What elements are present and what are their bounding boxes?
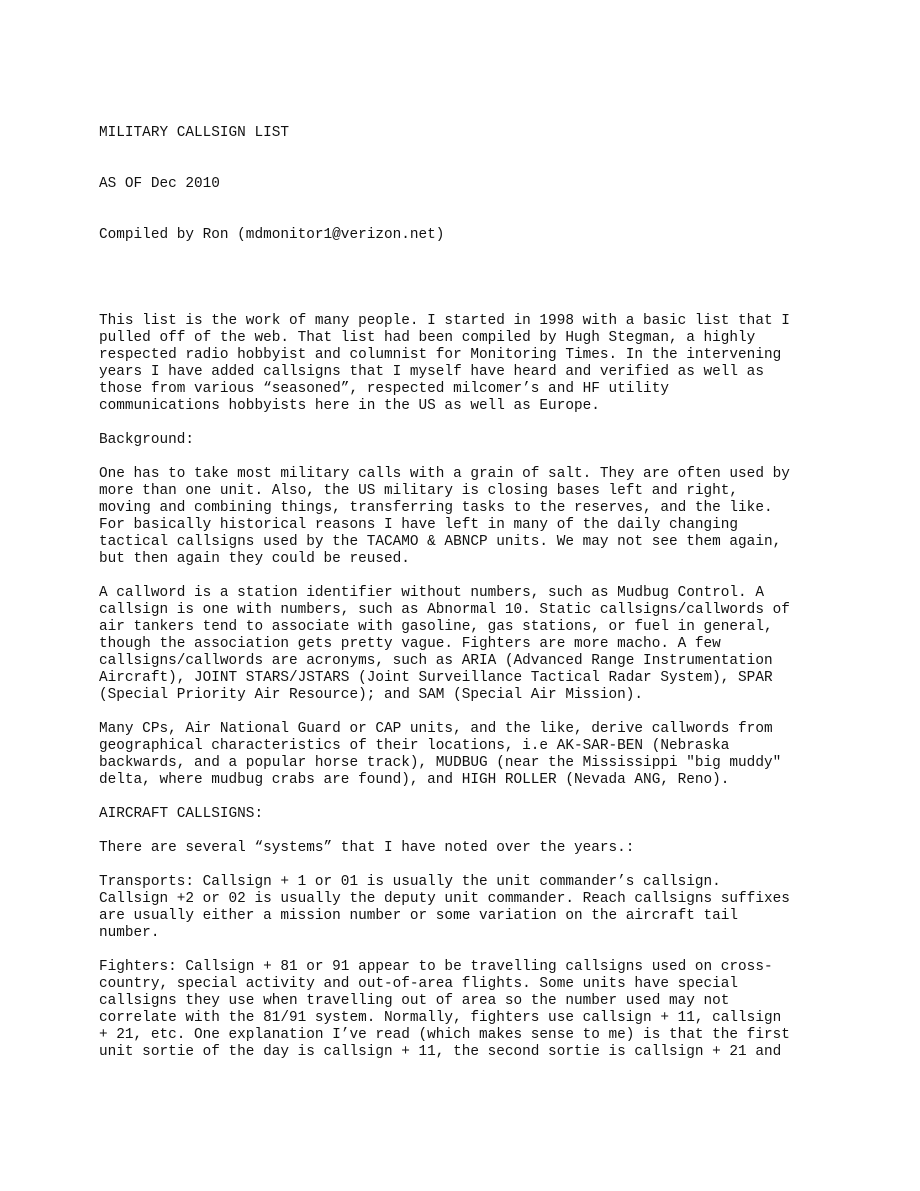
background-paragraph-2: A callword is a station identifier without numbers, such as Mudbug Control. A callsign is one with numbers, such as Abnormal 10. Static callsigns/callwords of air tankers tend to associate with gasoline, gas stations, or fuel in general, though the association gets pretty vague. Fighters are more macho. A few callsigns/callwords are acronyms, such as ARIA (Advanced Range Instrumentation Aircraft), JOINT STARS/JSTARS (Joint Surveillance Tactical Radar System), SPAR (Special Priority Air Resource); and SAM (Special Air Mission). xyxy=(99,585,790,703)
as-of-date: AS OF Dec 2010 xyxy=(99,176,220,192)
document-title: MILITARY CALLSIGN LIST xyxy=(99,125,289,141)
background-heading: Background: xyxy=(99,432,194,448)
background-paragraph-3: Many CPs, Air National Guard or CAP units, and the like, derive callwords from geographical characteristics of their locations, i.e AK-SAR-BEN (Nebraska backwards, and a popular horse track), MUDBUG (near the Mississippi "big muddy" delta, where mudbug crabs are found), and HIGH ROLLER (Nevada ANG, Reno). xyxy=(99,721,782,788)
fighters-paragraph: Fighters: Callsign + 81 or 91 appear to be travelling callsigns used on cross- country, special activity and out-of-area flights. Some units have special callsigns they use when travelling out of area so the number used may not correlate with the 81/91 system. Normally, fighters use callsign + 11, callsign + 21, etc. One explanation I’ve read (which makes sense to me) is that the first unit sortie of the day is callsign + 11, the second sortie is callsign + 21 and xyxy=(99,959,790,1060)
systems-intro: There are several “systems” that I have noted over the years.: xyxy=(99,840,635,856)
transports-paragraph: Transports: Callsign + 1 or 01 is usually the unit commander’s callsign. Callsign +2 or 02 is usually the deputy unit commander. Reach callsigns suffixes are usually either a mission number or some variation on the aircraft tail number. xyxy=(99,874,790,941)
aircraft-callsigns-heading: AIRCRAFT CALLSIGNS: xyxy=(99,806,264,822)
compiled-by: Compiled by Ron (mdmonitor1@verizon.net) xyxy=(99,227,445,243)
intro-paragraph: This list is the work of many people. I started in 1998 with a basic list that I pulled off of the web. That list had been compiled by Hugh Stegman, a highly respected radio hobbyist and columnist for Monitoring Times. In the intervening years I have added callsigns that I myself have heard and verified as well as those from various “seasoned”, respected milcomer’s and HF utility communications hobbyists here in the US as well as Europe. xyxy=(99,313,790,414)
background-paragraph-1: One has to take most military calls with a grain of salt. They are often used by more than one unit. Also, the US military is closing bases left and right, moving and combining things, transferring tasks to the reserves, and the like. For basically historical reasons I have left in many of the daily changing tactical callsigns used by the TACAMO & ABNCP units. We may not see them again, but then again they could be reused. xyxy=(99,466,790,567)
